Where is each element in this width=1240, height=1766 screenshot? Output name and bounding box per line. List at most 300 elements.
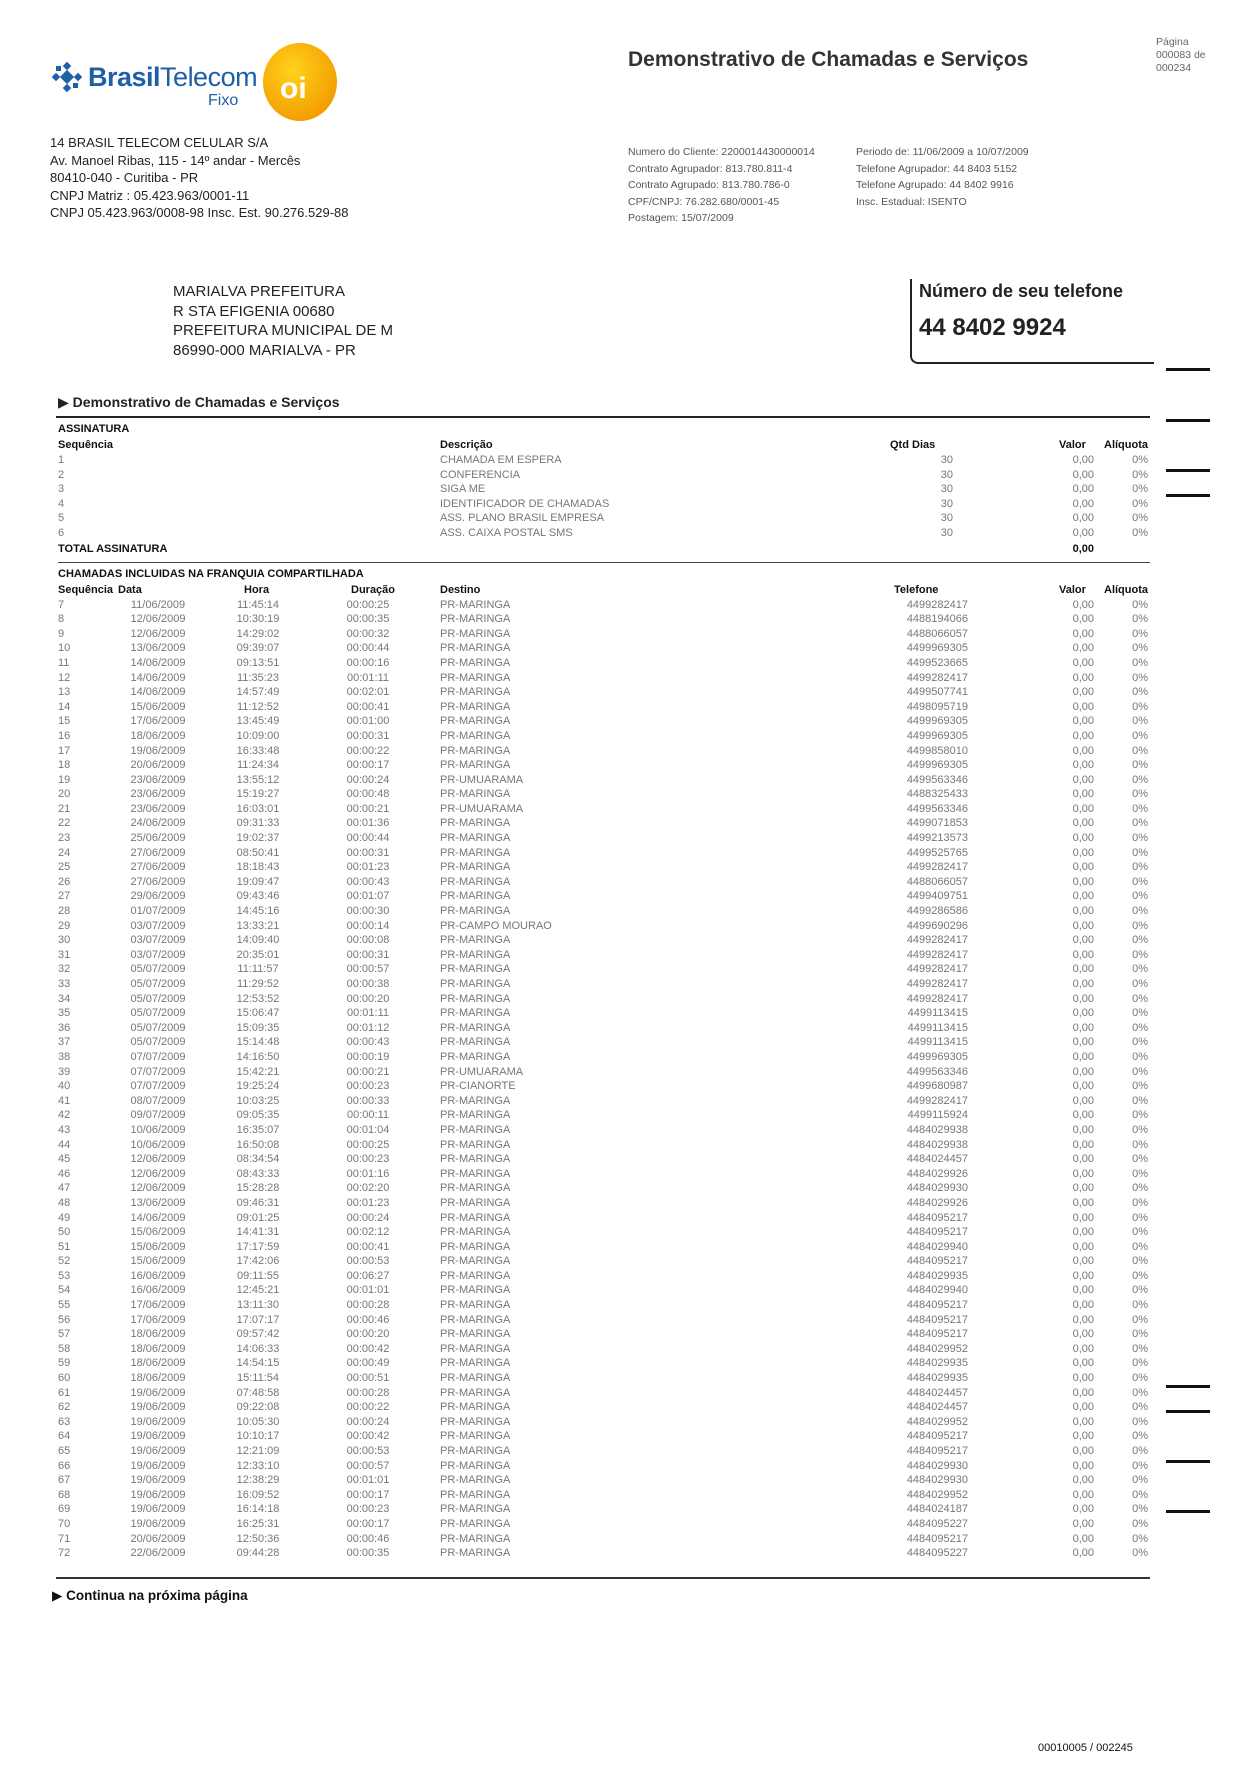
- cell-duracao: 00:00:48: [346, 788, 390, 801]
- cell-aliquota: 0%: [1132, 1517, 1148, 1530]
- cell-duracao: 00:00:23: [346, 1080, 390, 1093]
- cell-hora: 19:02:37: [236, 832, 280, 845]
- cell-hora: 17:42:06: [236, 1255, 280, 1268]
- cell-desc: CONFERENCIA: [440, 468, 521, 481]
- page-number: [1156, 36, 1206, 75]
- cell-telefone: 4484095217: [906, 1430, 968, 1443]
- cell-seq: 4: [58, 497, 65, 510]
- side-mark: [1166, 1410, 1210, 1413]
- chamada-row: [58, 612, 1150, 627]
- cell-valor: 0,00: [1072, 1488, 1094, 1501]
- chamada-row: [58, 1517, 1150, 1532]
- cell-duracao: 00:00:53: [346, 1255, 390, 1268]
- cell-duracao: 00:01:01: [346, 1474, 390, 1487]
- cell-duracao: 00:01:04: [346, 1123, 390, 1136]
- cell-telefone: 4484095217: [906, 1532, 968, 1545]
- postagem: Postagem: 15/07/2009: [628, 212, 734, 224]
- cell-destino: PR-MARINGA: [440, 948, 511, 961]
- cell-duracao: 00:00:11: [346, 1109, 389, 1122]
- cell-aliquota: 0%: [1132, 1415, 1148, 1428]
- cell-desc: SIGA ME: [440, 483, 486, 496]
- cell-data: 03/07/2009: [130, 934, 186, 947]
- chamada-row: [58, 1327, 1150, 1342]
- footer-code: 00010005 / 002245: [1038, 1742, 1133, 1754]
- document-title: Demonstrativo de Chamadas e Serviços: [628, 48, 1029, 71]
- cell-telefone: 4484029938: [906, 1138, 968, 1151]
- inscricao-estadual: Insc. Estadual: ISENTO: [856, 195, 967, 208]
- cell-valor: 0,00: [1072, 1517, 1094, 1530]
- chamada-row: [58, 992, 1150, 1007]
- cell-destino: PR-MARINGA: [440, 1182, 511, 1195]
- cell-seq: 35: [58, 1007, 71, 1020]
- chamadas-title: CHAMADAS INCLUIDAS NA FRANQUIA COMPARTILHADA: [58, 567, 364, 580]
- cell-aliquota: 0%: [1132, 1211, 1148, 1224]
- cell-valor: 0,00: [1072, 715, 1094, 728]
- cell-hora: 19:09:47: [236, 875, 280, 888]
- cell-destino: PR-MARINGA: [440, 1372, 511, 1385]
- cell-aliquota: 0%: [1132, 613, 1148, 626]
- cell-data: 07/07/2009: [130, 1050, 186, 1063]
- chamada-row: [58, 773, 1150, 788]
- company-address: Av. Manoel Ribas, 115 - 14º andar - Mercês: [50, 152, 301, 168]
- chamada-row: [58, 1371, 1150, 1386]
- cell-hora: 14:41:31: [236, 1226, 280, 1239]
- cpf-cnpj: CPF/CNPJ: 76.282.680/0001-45: [628, 195, 780, 208]
- cell-destino: PR-MARINGA: [440, 1459, 511, 1472]
- chamada-row: [58, 1094, 1150, 1109]
- cell-valor: 0,00: [1072, 526, 1094, 539]
- cell-telefone: 4499115924: [907, 1109, 968, 1122]
- cell-seq: 20: [58, 788, 71, 801]
- cell-duracao: 00:00:42: [346, 1342, 390, 1355]
- cell-data: 07/07/2009: [130, 1080, 186, 1093]
- cell-valor: 0,00: [1072, 1153, 1094, 1166]
- cell-aliquota: 0%: [1132, 1255, 1148, 1268]
- cell-telefone: 4499690296: [906, 919, 968, 932]
- cell-telefone: 4484029940: [906, 1240, 968, 1253]
- cell-aliquota: 0%: [1132, 1138, 1148, 1151]
- cell-valor: 0,00: [1072, 1459, 1094, 1472]
- cell-hora: 13:55:12: [236, 773, 280, 786]
- cell-seq: 10: [58, 642, 71, 655]
- cell-seq: 29: [58, 919, 71, 932]
- cell-valor: 0,00: [1072, 934, 1094, 947]
- header-qtd-dias: Qtd Dias: [890, 439, 936, 451]
- cell-data: 19/06/2009: [130, 744, 186, 757]
- cell-valor: 0,00: [1072, 1167, 1094, 1180]
- cell-duracao: 00:00:46: [346, 1313, 390, 1326]
- cell-seq: 14: [58, 700, 71, 713]
- cell-aliquota: 0%: [1132, 905, 1148, 918]
- cell-data: 18/06/2009: [130, 729, 186, 742]
- cell-seq: 27: [58, 890, 71, 903]
- cell-valor: 0,00: [1072, 861, 1094, 874]
- chamada-row: [58, 948, 1150, 963]
- header-aliquota: Alíquota: [1104, 583, 1148, 596]
- cell-valor: 0,00: [1072, 992, 1094, 1005]
- cell-seq: 8: [58, 613, 65, 626]
- cell-hora: 16:09:52: [236, 1488, 280, 1501]
- cell-valor: 0,00: [1072, 468, 1094, 481]
- cell-data: 13/06/2009: [130, 642, 186, 655]
- chamada-row: [58, 1035, 1150, 1050]
- cell-duracao: 00:00:32: [346, 627, 390, 640]
- chamada-row: [58, 1283, 1150, 1298]
- cell-telefone: 4499113415: [907, 1021, 968, 1034]
- cell-telefone: 4484029930: [906, 1182, 968, 1195]
- assinatura-row: [58, 453, 1150, 468]
- cell-destino: PR-MARINGA: [440, 598, 511, 611]
- cell-destino: PR-MARINGA: [440, 861, 511, 874]
- cell-data: 23/06/2009: [130, 788, 186, 801]
- cell-desc: IDENTIFICADOR DE CHAMADAS: [440, 497, 610, 510]
- cell-data: 10/06/2009: [130, 1123, 186, 1136]
- cell-telefone: 4499282417: [906, 861, 968, 874]
- cell-destino: PR-MARINGA: [440, 788, 511, 801]
- cell-duracao: 00:01:01: [346, 1284, 390, 1297]
- cell-destino: PR-CIANORTE: [440, 1080, 516, 1093]
- oi-logo-icon: [260, 42, 338, 122]
- cell-seq: 66: [58, 1459, 71, 1472]
- cell-data: 23/06/2009: [130, 773, 186, 786]
- cell-valor: 0,00: [1072, 1284, 1094, 1297]
- chamada-row: [58, 656, 1150, 671]
- cell-valor: 0,00: [1072, 948, 1094, 961]
- cell-duracao: 00:00:19: [346, 1050, 390, 1063]
- cell-destino: PR-MARINGA: [440, 1153, 511, 1166]
- cell-valor: 0,00: [1072, 1313, 1094, 1326]
- cell-data: 08/07/2009: [130, 1094, 186, 1107]
- cell-aliquota: 0%: [1132, 454, 1148, 466]
- brand-subtitle: Fixo: [208, 92, 239, 109]
- cell-telefone: 4484029952: [906, 1415, 968, 1428]
- cell-destino: PR-MARINGA: [440, 1430, 511, 1443]
- cell-aliquota: 0%: [1132, 1328, 1148, 1341]
- chamada-row: [58, 1546, 1150, 1561]
- chamada-row: [58, 729, 1150, 744]
- cell-telefone: 4499282417: [906, 948, 968, 961]
- cell-data: 15/06/2009: [130, 1240, 186, 1253]
- cell-hora: 14:29:02: [236, 627, 280, 640]
- statement-table: [58, 422, 1150, 1561]
- cell-data: 29/06/2009: [130, 890, 186, 903]
- header-aliquota: Alíquota: [1104, 439, 1148, 451]
- cell-seq: 53: [58, 1269, 71, 1282]
- cell-aliquota: 0%: [1132, 1123, 1148, 1136]
- cell-valor: 0,00: [1072, 1050, 1094, 1063]
- cell-destino: PR-MARINGA: [440, 890, 511, 903]
- chamada-row: [58, 1123, 1150, 1138]
- phone-number: 44 8402 9924: [919, 314, 1066, 341]
- chamada-row: [58, 1342, 1150, 1357]
- side-mark: [1166, 368, 1210, 371]
- cell-duracao: 00:00:17: [346, 759, 390, 772]
- cell-valor: 0,00: [1072, 671, 1094, 684]
- cell-seq: 22: [58, 817, 71, 830]
- cell-data: 24/06/2009: [130, 817, 186, 830]
- cell-destino: PR-MARINGA: [440, 1094, 511, 1107]
- cell-hora: 16:35:07: [236, 1123, 280, 1136]
- cell-aliquota: 0%: [1132, 1021, 1148, 1034]
- cell-destino: PR-MARINGA: [440, 613, 511, 626]
- cell-seq: 33: [58, 978, 71, 990]
- header-sequencia: Sequência: [58, 439, 114, 451]
- cell-duracao: 00:00:21: [346, 1065, 390, 1078]
- chamada-row: [58, 1108, 1150, 1123]
- cell-aliquota: 0%: [1132, 1109, 1148, 1122]
- cell-duracao: 00:00:31: [346, 846, 390, 859]
- chamada-row: [58, 1444, 1150, 1459]
- cell-duracao: 00:00:46: [346, 1532, 390, 1545]
- cell-data: 27/06/2009: [130, 861, 186, 874]
- cell-duracao: 00:00:57: [346, 963, 390, 976]
- assinatura-row: [58, 468, 1150, 483]
- cell-aliquota: 0%: [1132, 744, 1148, 757]
- cell-valor: 0,00: [1072, 1255, 1094, 1268]
- company-name: 14 BRASIL TELECOM CELULAR S/A: [50, 135, 269, 150]
- chamada-row: [58, 816, 1150, 831]
- chamada-row: [58, 860, 1150, 875]
- cell-hora: 14:09:40: [236, 934, 280, 947]
- cell-data: 20/06/2009: [130, 1532, 186, 1545]
- cell-destino: PR-MARINGA: [440, 656, 511, 669]
- cell-hora: 10:05:30: [236, 1415, 280, 1428]
- chamada-row: [58, 787, 1150, 802]
- cell-destino: PR-MARINGA: [440, 832, 511, 845]
- cell-duracao: 00:00:35: [346, 613, 390, 626]
- cell-hora: 11:45:14: [236, 598, 279, 611]
- cell-data: 17/06/2009: [130, 1299, 186, 1312]
- cell-destino: PR-CAMPO MOURAO: [440, 919, 552, 932]
- cell-duracao: 00:00:31: [346, 729, 390, 742]
- cell-data: 20/06/2009: [130, 759, 186, 772]
- cell-duracao: 00:01:23: [346, 861, 390, 874]
- cell-aliquota: 0%: [1132, 526, 1148, 539]
- cell-data: 10/06/2009: [130, 1138, 186, 1151]
- cell-duracao: 00:01:07: [346, 890, 390, 903]
- cell-data: 14/06/2009: [130, 671, 186, 684]
- cell-telefone: 4499282417: [906, 934, 968, 947]
- cell-data: 27/06/2009: [130, 846, 186, 859]
- cell-telefone: 4499113415: [907, 1007, 968, 1020]
- cell-telefone: 4488325433: [906, 788, 968, 801]
- cell-destino: PR-MARINGA: [440, 1474, 511, 1487]
- cell-hora: 15:06:47: [236, 1007, 280, 1020]
- cell-hora: 07:48:58: [236, 1386, 280, 1399]
- cell-aliquota: 0%: [1132, 700, 1148, 713]
- cell-valor: 0,00: [1072, 642, 1094, 655]
- cell-duracao: 00:01:00: [346, 715, 390, 728]
- cell-telefone: 4484029935: [906, 1357, 968, 1370]
- cell-seq: 70: [58, 1517, 71, 1530]
- cell-seq: 15: [58, 715, 71, 728]
- cell-data: 19/06/2009: [130, 1488, 186, 1501]
- cell-duracao: 00:00:38: [346, 978, 390, 990]
- cell-aliquota: 0%: [1132, 497, 1148, 510]
- cell-valor: 0,00: [1072, 1240, 1094, 1253]
- cell-hora: 12:50:36: [236, 1532, 280, 1545]
- cell-aliquota: 0%: [1132, 1430, 1148, 1443]
- cell-duracao: 00:00:16: [346, 656, 390, 669]
- brasil-telecom-logo: [50, 42, 340, 122]
- cell-duracao: 00:01:11: [346, 671, 389, 684]
- cell-hora: 10:10:17: [236, 1430, 280, 1443]
- cell-seq: 61: [58, 1386, 71, 1399]
- cell-data: 17/06/2009: [130, 715, 186, 728]
- cell-telefone: 4499286586: [906, 905, 968, 918]
- cell-destino: PR-MARINGA: [440, 1386, 511, 1399]
- header-duracao: Duração: [351, 583, 396, 596]
- cell-aliquota: 0%: [1132, 468, 1148, 481]
- chamadas-header: [58, 582, 1150, 598]
- cell-seq: 55: [58, 1299, 71, 1312]
- cell-aliquota: 0%: [1132, 1474, 1148, 1487]
- cell-telefone: 4498095719: [906, 700, 968, 713]
- cell-telefone: 4499525765: [906, 846, 968, 859]
- cell-valor: 0,00: [1072, 497, 1094, 510]
- cell-destino: PR-MARINGA: [440, 1503, 511, 1516]
- chamada-row: [58, 1298, 1150, 1313]
- cell-qtd: 30: [940, 512, 953, 525]
- cell-qtd: 30: [940, 468, 953, 481]
- cell-telefone: 4499969305: [906, 729, 968, 742]
- cell-seq: 11: [58, 656, 70, 669]
- cell-data: 12/06/2009: [130, 627, 186, 640]
- cell-hora: 15:42:21: [236, 1065, 280, 1078]
- cell-duracao: 00:00:17: [346, 1488, 390, 1501]
- chamada-row: [58, 1065, 1150, 1080]
- cell-telefone: 4499969305: [906, 1050, 968, 1063]
- cell-destino: PR-MARINGA: [440, 1211, 511, 1224]
- cell-seq: 3: [58, 483, 65, 496]
- cell-seq: 71: [58, 1532, 71, 1545]
- cell-duracao: 00:00:44: [346, 832, 390, 845]
- cell-duracao: 00:00:14: [346, 919, 390, 932]
- header-data: Data: [118, 583, 142, 596]
- cell-data: 19/06/2009: [130, 1503, 186, 1516]
- cell-hora: 14:06:33: [236, 1342, 280, 1355]
- header-valor: Valor: [1059, 439, 1086, 451]
- cell-seq: 17: [58, 744, 71, 757]
- cell-seq: 44: [58, 1138, 71, 1151]
- cell-duracao: 00:01:23: [346, 1196, 390, 1209]
- cell-aliquota: 0%: [1132, 1357, 1148, 1370]
- section-title: [58, 394, 340, 411]
- cell-seq: 37: [58, 1036, 71, 1049]
- cell-destino: PR-UMUARAMA: [440, 1065, 524, 1078]
- cell-destino: PR-MARINGA: [440, 1138, 511, 1151]
- cell-telefone: 4499858010: [906, 744, 968, 757]
- chamada-row: [58, 1167, 1150, 1182]
- cell-hora: 20:35:01: [236, 948, 280, 961]
- cell-hora: 08:34:54: [236, 1153, 280, 1166]
- cell-valor: 0,00: [1072, 832, 1094, 845]
- cell-telefone: 4488066057: [906, 875, 968, 888]
- cell-aliquota: 0%: [1132, 1503, 1148, 1516]
- cell-duracao: 00:01:12: [346, 1021, 390, 1034]
- cell-aliquota: 0%: [1132, 788, 1148, 801]
- cell-duracao: 00:00:28: [346, 1386, 390, 1399]
- cell-destino: PR-MARINGA: [440, 1007, 511, 1020]
- company-cnpj-matriz: CNPJ Matriz : 05.423.963/0001-11: [50, 187, 250, 203]
- cell-data: 05/07/2009: [130, 992, 186, 1005]
- chamada-row: [58, 1225, 1150, 1240]
- cell-destino: PR-MARINGA: [440, 1313, 511, 1326]
- cell-telefone: 4484029952: [906, 1488, 968, 1501]
- cell-valor: 0,00: [1072, 1401, 1094, 1414]
- cell-seq: 50: [58, 1226, 71, 1239]
- chamada-row: [58, 1021, 1150, 1036]
- cell-destino: PR-MARINGA: [440, 1328, 511, 1341]
- divider: [56, 416, 1150, 418]
- cell-destino: PR-MARINGA: [440, 1226, 511, 1239]
- chamada-row: [58, 1415, 1150, 1430]
- cell-data: 18/06/2009: [130, 1372, 186, 1385]
- cell-destino: PR-MARINGA: [440, 1021, 511, 1034]
- cell-data: 16/06/2009: [130, 1284, 186, 1297]
- telefone-agrupador: Telefone Agrupador: 44 8403 5152: [856, 162, 1018, 175]
- cell-aliquota: 0%: [1132, 656, 1148, 669]
- cell-valor: 0,00: [1072, 875, 1094, 888]
- cell-telefone: 4484095217: [906, 1255, 968, 1268]
- cell-duracao: 00:02:12: [346, 1226, 390, 1239]
- side-mark: [1166, 1460, 1210, 1463]
- cell-data: 19/06/2009: [130, 1415, 186, 1428]
- cell-duracao: 00:00:24: [346, 1211, 390, 1224]
- cell-destino: PR-MARINGA: [440, 642, 511, 655]
- cell-destino: PR-UMUARAMA: [440, 773, 524, 786]
- cell-destino: PR-MARINGA: [440, 1415, 511, 1428]
- cell-valor: 0,00: [1072, 1328, 1094, 1341]
- cell-aliquota: 0%: [1132, 861, 1148, 874]
- chamada-row: [58, 1473, 1150, 1488]
- chamada-row: [58, 933, 1150, 948]
- cell-destino: PR-MARINGA: [440, 1284, 511, 1297]
- cell-telefone: 4499523665: [906, 656, 968, 669]
- cell-duracao: 00:00:42: [346, 1430, 390, 1443]
- contrato-agrupado: Contrato Agrupado: 813.780.786-0: [628, 179, 790, 191]
- cell-valor: 0,00: [1072, 1547, 1094, 1560]
- cell-data: 19/06/2009: [130, 1445, 186, 1457]
- cell-duracao: 00:00:28: [346, 1299, 390, 1312]
- cell-qtd: 30: [940, 454, 953, 466]
- cell-duracao: 00:00:22: [346, 1401, 390, 1414]
- cell-valor: 0,00: [1072, 1036, 1094, 1049]
- header-telefone: Telefone: [894, 583, 939, 596]
- cell-seq: 49: [58, 1211, 71, 1224]
- recipient-street: R STA EFIGENIA 00680: [173, 302, 335, 320]
- cell-aliquota: 0%: [1132, 978, 1148, 990]
- cell-seq: 36: [58, 1021, 71, 1034]
- cell-seq: 31: [58, 948, 71, 961]
- cell-telefone: 4499563346: [906, 773, 968, 786]
- cell-seq: 12: [58, 671, 71, 684]
- continue-text: Continua na próxima página: [66, 1588, 248, 1603]
- cell-aliquota: 0%: [1132, 1080, 1148, 1093]
- chamada-row: [58, 700, 1150, 715]
- cell-aliquota: 0%: [1132, 1532, 1148, 1545]
- cell-data: 03/07/2009: [130, 948, 186, 961]
- cell-aliquota: 0%: [1132, 1459, 1148, 1472]
- cell-telefone: 4484095217: [906, 1226, 968, 1239]
- brasil-telecom-star-icon: [52, 62, 82, 92]
- cell-duracao: 00:00:23: [346, 1153, 390, 1166]
- cell-hora: 16:14:18: [236, 1503, 280, 1516]
- cell-destino: PR-MARINGA: [440, 627, 511, 640]
- cell-valor: 0,00: [1072, 1196, 1094, 1209]
- cell-destino: PR-MARINGA: [440, 817, 511, 830]
- cell-qtd: 30: [940, 497, 953, 510]
